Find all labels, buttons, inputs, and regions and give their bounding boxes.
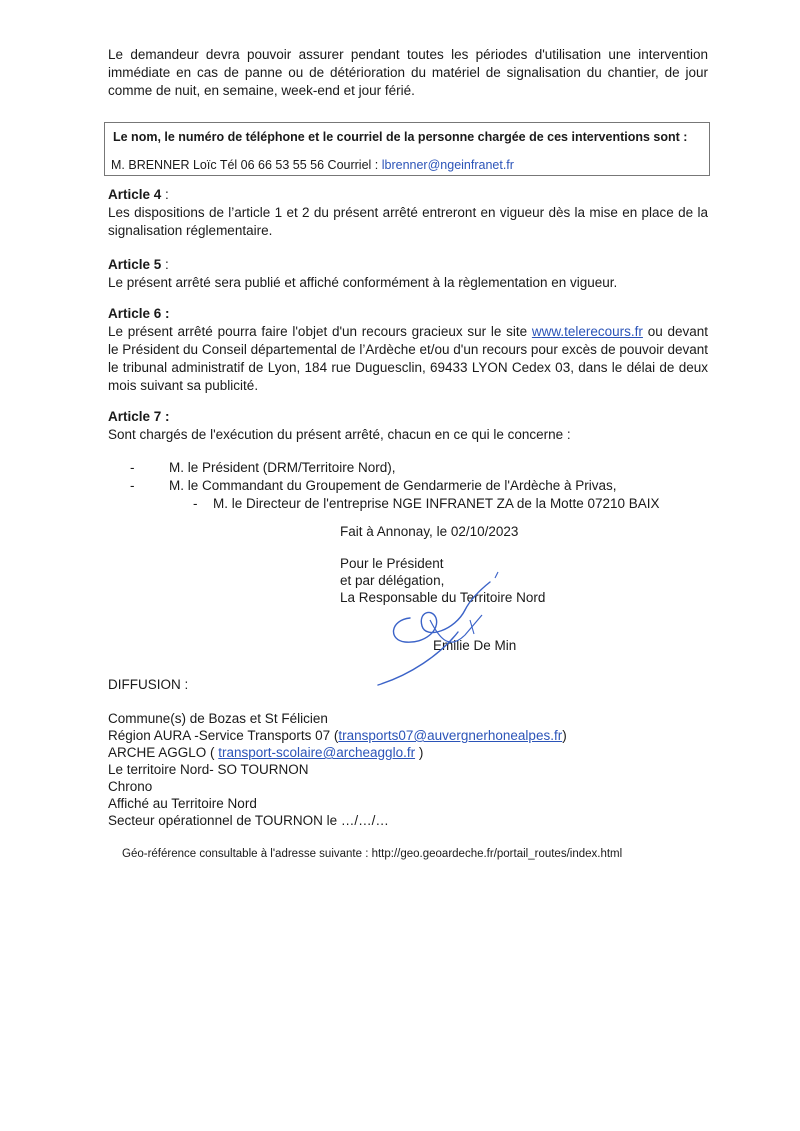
diffusion-line: Région AURA -Service Transports 07 (transports07@auvergnerhonealpes.fr) bbox=[108, 728, 567, 743]
article-6 bbox=[108, 305, 708, 395]
article-6-title: Article 6 : bbox=[108, 306, 170, 321]
diffusion-line: Secteur opérationnel de TOURNON le …/…/… bbox=[108, 813, 389, 828]
diffusion-line: Affiché au Territoire Nord bbox=[108, 796, 257, 811]
place-date: Fait à Annonay, le 02/10/2023 bbox=[340, 524, 519, 539]
diffusion-line: Commune(s) de Bozas et St Félicien bbox=[108, 711, 328, 726]
article-5-title: Article 5 : bbox=[108, 257, 169, 272]
diffusion-line: Chrono bbox=[108, 779, 153, 794]
intro-paragraph: Le demandeur devra pouvoir assurer pendant toutes les périodes d'utilisation une intervention immédiate en cas de panne ou de détérioration du matériel de signalisation du chantier, de jour comme de nuit, en semaine, week-end et jour férié. bbox=[108, 47, 708, 98]
article-4-title: Article 4 : bbox=[108, 187, 169, 202]
article-7-text: Sont chargés de l'exécution du présent arrêté, chacun en ce qui le concerne : bbox=[108, 427, 571, 442]
contact-details: M. BRENNER Loïc Tél 06 66 53 55 56 Courriel : bbox=[111, 158, 382, 172]
transports07-email-link[interactable]: transports07@auvergnerhonealpes.fr bbox=[338, 728, 563, 743]
list-item: M. le Directeur de l'entreprise NGE INFRANET ZA de la Motte 07210 BAIX bbox=[213, 496, 660, 511]
signature-line-1: Pour le Président bbox=[340, 556, 444, 571]
diffusion-line: ARCHE AGGLO ( transport-scolaire@archeagglo.fr ) bbox=[108, 745, 424, 760]
contact-line bbox=[111, 156, 514, 174]
list-item: M. le Commandant du Groupement de Gendarmerie de l'Ardèche à Privas, bbox=[169, 478, 617, 493]
contact-box-heading: Le nom, le numéro de téléphone et le courriel de la personne chargée de ces interventions sont : bbox=[113, 130, 688, 144]
list-dash: - bbox=[130, 460, 135, 475]
list-dash: - bbox=[130, 478, 135, 493]
archeagglo-email-link[interactable]: transport-scolaire@archeagglo.fr bbox=[218, 745, 416, 760]
list-dash: - bbox=[193, 496, 198, 511]
article-5-text: Le présent arrêté sera publié et affiché conformément à la règlementation en vigueur. bbox=[108, 275, 618, 290]
signature-line-3: La Responsable du Territoire Nord bbox=[340, 590, 546, 605]
article-4 bbox=[108, 186, 708, 240]
contact-box bbox=[104, 122, 710, 176]
contact-email-link[interactable]: lbrenner@ngeinfranet.fr bbox=[381, 158, 514, 172]
signature-line-2: et par délégation, bbox=[340, 573, 445, 588]
list-item: M. le Président (DRM/Territoire Nord), bbox=[169, 460, 396, 475]
article-7-title: Article 7 : bbox=[108, 409, 170, 424]
diffusion-line: Le territoire Nord- SO TOURNON bbox=[108, 762, 309, 777]
article-6-text: Le présent arrêté pourra faire l'objet d'un recours gracieux sur le site www.telerecours.fr ou devant le Président du Conseil départemental de l’Ardèche et/ou d'un recours pour excès de pouvoir devant le tribunal administratif de Lyon, 184 rue Duguesclin, 69433 LYON Cedex 03, dans le délai de deux mois suivant sa publicité. bbox=[108, 324, 708, 393]
diffusion-title: DIFFUSION : bbox=[108, 677, 189, 692]
georeference-footer: Géo-référence consultable à l'adresse suivante : http://geo.geoardeche.fr/portail_routes/index.html bbox=[122, 848, 623, 860]
telerecours-link[interactable]: www.telerecours.fr bbox=[531, 324, 643, 339]
article-7 bbox=[108, 408, 708, 444]
article-4-text: Les dispositions de l’article 1 et 2 du présent arrêté entreront en vigueur dès la mise en place de la signalisation réglementaire. bbox=[108, 205, 708, 238]
article-5 bbox=[108, 256, 708, 292]
handwritten-signature bbox=[370, 560, 520, 690]
signatory-name: Emilie De Min bbox=[433, 638, 517, 653]
